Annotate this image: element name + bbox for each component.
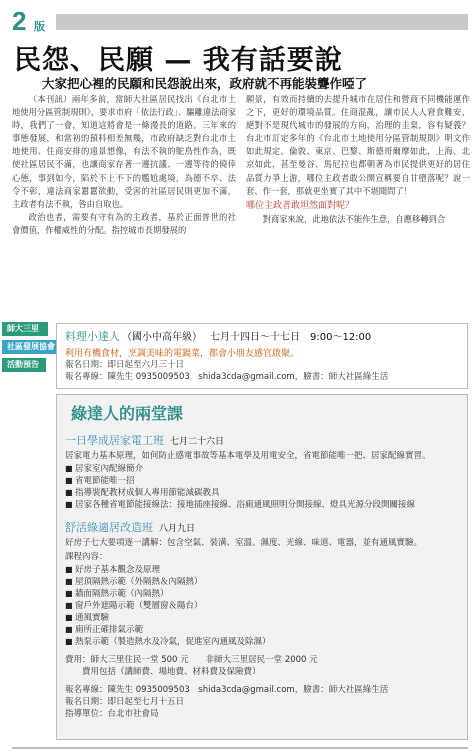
course-description: 好房子七大要項逐一講解：包含空氣、裝潢、室溫、濕度、光線、味道、電器，並有通風實驗。 (65, 538, 423, 548)
tag-event-preview: 活動預告 (2, 358, 46, 372)
course-content-label: 課程內容： (65, 552, 108, 562)
article-column-right (246, 93, 470, 226)
event-box-green-courses (56, 394, 468, 740)
tag-shida-sanli: 師大三里 (2, 322, 48, 336)
side-tags (2, 322, 62, 386)
courses-title: 綠達人的兩堂課 (71, 404, 184, 423)
course-description: 居家電力基本原理，如何防止感電事故等基本電學及用電安全，省電節能唯一把、居家配線實習。 (65, 451, 431, 461)
header-bar (56, 14, 468, 30)
article-body (12, 93, 468, 317)
course-items (65, 463, 459, 511)
fee-note: 費用包括（講師費、場地費、材料費及保險費） (65, 667, 261, 677)
article-paragraph: 願景，有效而持續的去提升城市在居住和營商不同機能運作之下，更好的環境品質。住商混亂，讓市民人人窘食難安，絕對不是現代城市的發展的方向，治理的圭臬，容有疑義？台北市訂定多年的《台北市土地使用分區管制規則》明文作如此規定。倫敦、東京、巴黎、斯德哥爾摩如此，上海、北京如此，甚至曼谷、馬尼拉也都朝著為市民提供更好的居住品質力爭上游，哪位主政者敢公開宣稱要自甘墮落呢？說一套、作一套，那就更坐實了其中不堪聞問了！ (246, 94, 470, 196)
course-date: 七月二十六日 (170, 437, 225, 447)
page-unit: 版 (34, 20, 45, 33)
page-header (12, 6, 468, 38)
course-title-electric (65, 432, 459, 448)
article-paragraph: 對商家來說，此地依法不能作生意，自應移轉到合 (262, 213, 446, 224)
list-item: ■ 牆面隔熱示範（內隔熱） (65, 588, 459, 600)
contact-block (65, 684, 459, 720)
event-datetime: 七月十四日～十七日 9:00～12:00 (210, 332, 372, 343)
fee-block (65, 654, 459, 678)
article-paragraph: （本刊訊）兩年多前，當師大社區居民找出《台北市土地使用分區管制規則》，要求市府「依法行政」、驅離違法商家時，我們了一會，知道這將會是一條漫長的道路。三年來的事態發展，和當初的預料相差無幾，市政府缺乏對台北市土地使用、住商安排的遠景想像，有法不執的鴕鳥性作為，既使社區居民不滿，也讓商家存著一邊抗議、一邊等待的僥倖心態，事到如今，陷於不上不下的尷尬處境，為德不卒、法令不彰，違法商家囂囂欲動，受害的社區居民則更加不滿，主政者有法不執，咎由自取也。 (12, 94, 237, 209)
list-item: ■ 好房子基本觀念及原理 (65, 564, 459, 576)
course-items (65, 564, 459, 648)
registration-contact: 報名專線：陳先生 0935009503 shida3cda@gmail.com，臉書：師大社區綠生活 (65, 372, 389, 382)
headline: 民怨、民願 — 我有話要說 (14, 45, 343, 76)
article-column-left (12, 93, 236, 237)
fee-line: 費用：師大三里住民一堂 500 元 非師大三里居民一堂 2000 元 (65, 655, 318, 665)
event-title (65, 328, 459, 344)
event-description: 利用有機食材，烹調美味的電鍋菜，都會小朋友感官啟聚。 (65, 349, 300, 359)
course-date: 八月九日 (159, 524, 196, 534)
supervising-unit: 指導單位：台北市社會局 (65, 709, 159, 719)
registration-date: 報名日期：即日起至七月十五日 (65, 697, 185, 707)
page-number: 2 (12, 6, 27, 36)
article-paragraph: 政治也者，需要有守有為的主政者，基於正面普世的社會價值，作權威性的分配。指控城市長期發展的 (12, 211, 236, 235)
event-level: （國小中高年級） (122, 332, 202, 343)
registration-contact: 報名專線：陳先生 0935009503 shida3cda@gmail.com，臉書：師大社區綠生活 (65, 685, 389, 695)
course-name: 一日學成居家電工班 (65, 434, 164, 447)
list-item: ■ 窗戶外遮陽示範（雙層窗＆陽台） (65, 600, 459, 612)
list-item: ■ 居家室內配線簡介 (65, 463, 459, 475)
list-item: ■ 屋頂隔熱示範（外隔熱＆內隔熱） (65, 576, 459, 588)
article-subheading: 哪位主政者敢坦然面對呢？ (246, 200, 355, 211)
bottom-rule (12, 747, 468, 749)
course-title-green-home (65, 519, 459, 535)
list-item: ■ 省電節能唯一招 (65, 475, 459, 487)
list-item: ■ 指導裝配教材成個人專用節能減碳教具 (65, 487, 459, 499)
course-name: 舒活綠適居改造班 (65, 521, 153, 534)
event-box-cooking (56, 323, 468, 389)
subheadline: 大家把心裡的民願和民怨說出來，政府就不再能裝聾作啞了 (42, 76, 368, 91)
event-name: 料理小達人 (65, 330, 120, 343)
tag-community-association: 社區發展協會 (2, 340, 60, 354)
list-item: ■ 通風實驗 (65, 612, 459, 624)
list-item: ■ 廁所正確排氣示範 (65, 624, 459, 636)
list-item: ■ 熱泵示範（製造熱水及冷氣，促進室內通風及除濕） (65, 636, 459, 648)
registration-date: 報名日期：即日起至六月三十日 (65, 360, 185, 370)
list-item: ■ 居家各種省電節能接線法：接地插座接線、浴廁通風照明分開接線、燈具光源分段開關接線 (65, 499, 459, 511)
